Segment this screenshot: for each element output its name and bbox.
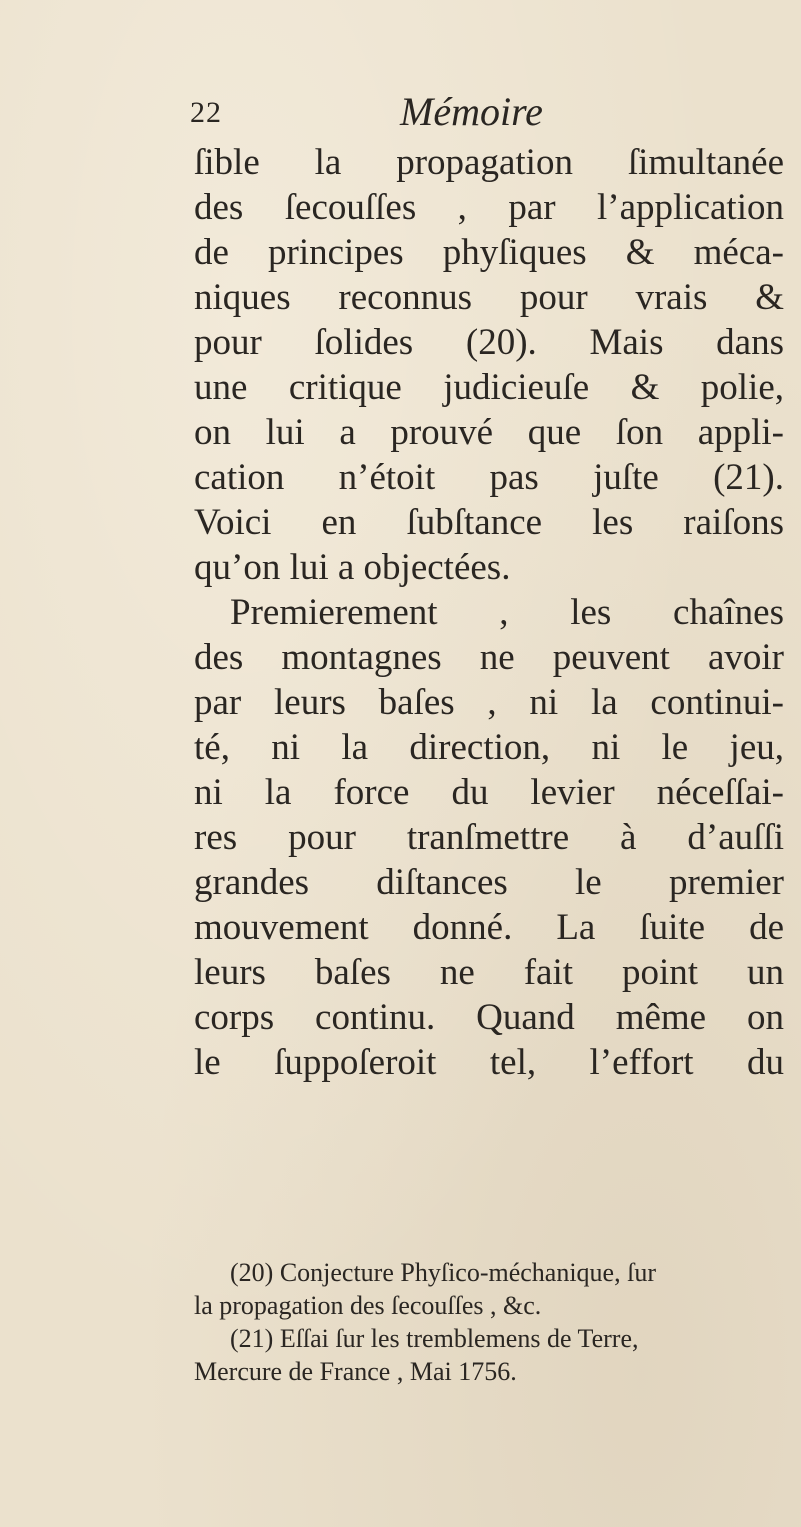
text-line: une critique judicieuſe & polie, [194, 367, 784, 408]
page-number: 22 [190, 96, 222, 129]
running-head: Mémoire [400, 89, 543, 134]
footnote-line: Mercure de France , Mai 1756. [194, 1357, 517, 1386]
text-line: cation n’étoit pas juſte (21). [194, 457, 784, 498]
footnote-line: la propagation des ſecouſſes , &c. [194, 1291, 542, 1320]
text-line: qu’on lui a objectées. [194, 547, 511, 588]
text-line: té, ni la direction, ni le jeu, [194, 727, 784, 768]
text-line: le ſuppoſeroit tel, l’effort du [194, 1042, 784, 1083]
footnote-line: (20) Conjecture Phyſico-méchanique, ſur [230, 1258, 656, 1287]
footnote-line: (21) Eſſai ſur les tremblemens de Terre, [230, 1324, 639, 1353]
text-line: pour ſolides (20). Mais dans [194, 322, 784, 363]
text-line: res pour tranſmettre à d’auſſi [194, 817, 784, 858]
text-line: mouvement donné. La ſuite de [194, 907, 784, 948]
text-line: Premierement , les chaînes [230, 592, 784, 633]
text-line: ni la force du levier néceſſai- [194, 772, 784, 813]
text-line: des ſecouſſes , par l’application [194, 187, 784, 228]
text-line: des montagnes ne peuvent avoir [194, 637, 784, 678]
text-line: Voici en ſubſtance les raiſons [194, 502, 784, 543]
text-line: par leurs baſes , ni la continui- [194, 682, 784, 723]
text-line: grandes diſtances le premier [194, 862, 784, 903]
page-header [190, 88, 750, 140]
text-line: niques reconnus pour vrais & [194, 277, 784, 318]
text-line: de principes phyſiques & méca- [194, 232, 784, 273]
text-line: on lui a prouvé que ſon appli- [194, 412, 784, 453]
text-line: corps continu. Quand même on [194, 997, 784, 1038]
text-line: ſible la propagation ſimultanée [194, 142, 784, 183]
footnotes [194, 1256, 784, 1388]
main-text [194, 140, 784, 1085]
text-line: leurs baſes ne fait point un [194, 952, 784, 993]
